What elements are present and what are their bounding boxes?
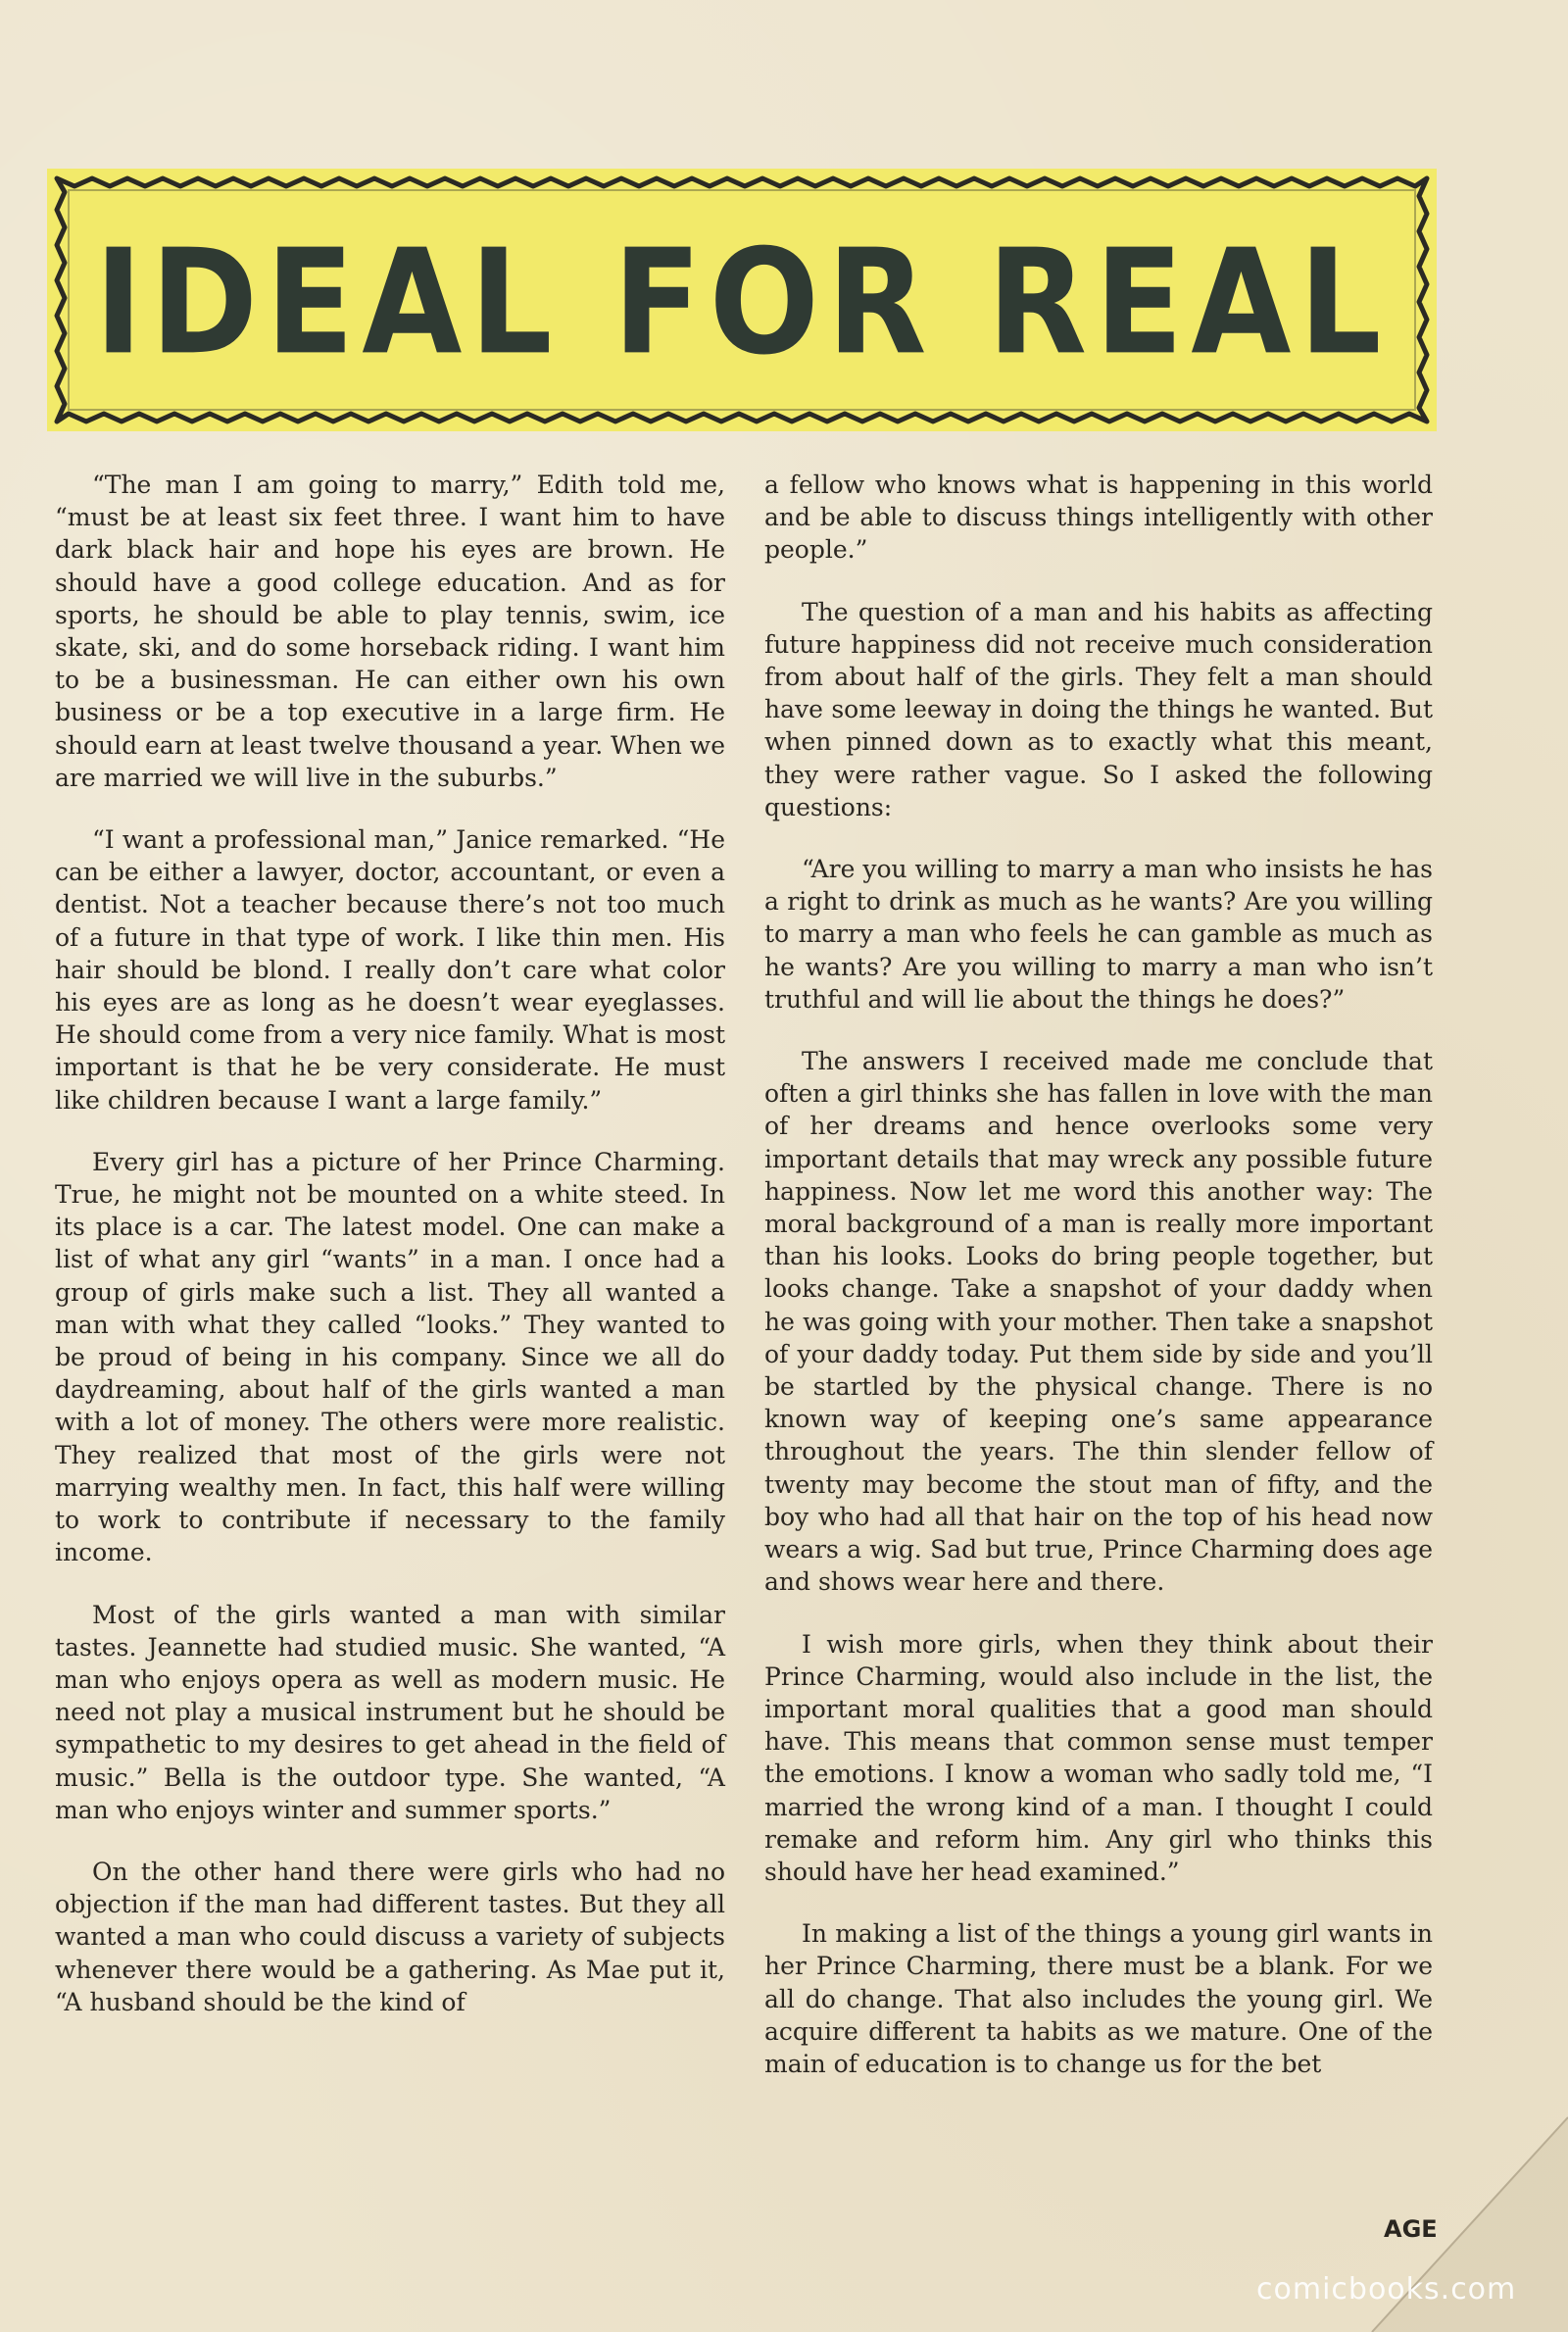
paragraph: Every girl has a picture of her Prince Charming. True, he might not be mounted on a white steed. In its place is a car. The latest model. One can make a list of what any girl “wants” in a man. I once had a group of girls make such a list. They all wanted a man with what they called “looks.” They wanted to be proud of being in his company. Since we all do daydreaming, about half of the girls wanted a man with a lot of money. The others were more realistic. They realized that most of the girls were not marrying wealthy men. In fact, this half were willing to work to contribute if necessary to the family income. (55, 1147, 725, 1567)
paragraph: On the other hand there were girls who had no objection if the man had different tastes. But they all wanted a man who could discuss a variety of subjects whenever there would be a gathering. As Mae put it, “A husband should be the kind of (55, 1857, 725, 2016)
paragraph: “I want a professional man,” Janice remarked. “He can be either a lawyer, doctor, accountant, or even a dentist. Not a teacher because there’s not too much of a future in that type of work. I like thin men. His hair should be blond. I really don’t care what color his eyes are as long as he doesn’t wear eyeglasses. He should come from a very nice family. What is most important is that he be very considerate. He must like children because I want a large family.” (55, 825, 725, 1115)
paragraph: In making a list of the things a young girl wants in her Prince Charming, there must be a blank. For we all do change. That also includes the young girl. We acquire different ta habits as we mature. One of the main of education is to change us for the bet (764, 1919, 1433, 2078)
paragraph: “Are you willing to marry a man who insists he has a right to drink as much as he wants? Are you willing to marry a man who feels he can gamble as much as he wants? Are you willing to marry a man who isn’t truthful and will lie about the things he does?” (764, 855, 1433, 1014)
paragraph-continuation: a fellow who knows what is happening in this world and be able to discuss things intelligently with other people.” (764, 471, 1433, 565)
paragraph: Most of the girls wanted a man with similar tastes. Jeannette had studied music. She wanted, “A man who enjoys opera as well as modern music. He need not play a musical instrument but he should be sympathetic to my desires to get ahead in the field of music.” Bella is the outdoor type. She wanted, “A man who enjoys winter and summer sports.” (55, 1600, 725, 1824)
title-banner (47, 169, 1437, 431)
right-column (764, 469, 1433, 2109)
paragraph: The answers I received made me conclude that often a girl thinks she has fallen in love with the man of her dreams and hence overlooks some very important details that may wreck any possible future happiness. Now let me word this another way: The moral background of a man is really more important than his looks. Looks do bring people together, but looks change. Take a snapshot of your daddy when he was going with your mother. Then take a snapshot of your daddy today. Put them side by side and you’ll be startled by the physical change. There is no known way of keeping one’s same appearance throughout the years. The thin slender fellow of twenty may become the stout man of fifty, and the boy who had all that hair on the top of his head now wears a wig. Sad but true, Prince Charming does age and shows wear here and there. (764, 1047, 1433, 1597)
paragraph: “The man I am going to marry,” Edith told me, “must be at least six feet three. I want him to have dark black hair and hope his eyes are brown. He should have a good college education. And as for sports, he should be able to play tennis, swim, ice skate, ski, and do some horseback riding. I want him to be a businessman. He can either own his own business or be a top executive in a large firm. He should earn at least twelve thousand a year. When we are married we will live in the suburbs.” (55, 471, 725, 792)
article-title: IDEAL FOR REAL (94, 218, 1390, 388)
page-footer-tag: AGE (1384, 2215, 1438, 2243)
site-watermark: comicbooks.com (1256, 2272, 1517, 2307)
paragraph: The question of a man and his habits as affecting future happiness did not receive much consideration from about half of the girls. They felt a man should have some leeway in doing the things he wanted. But when pinned down as to exactly what this meant, they were rather vague. So I asked the following questions: (764, 597, 1433, 821)
left-column (55, 469, 725, 2048)
paragraph: I wish more girls, when they think about their Prince Charming, would also include in the list, the important moral qualities that a good man should have. This means that common sense must temper the emotions. I know a woman who sadly told me, “I married the wrong kind of a man. I thought I could remake and reform him. Any girl who thinks this should have her head examined.” (764, 1629, 1433, 1886)
